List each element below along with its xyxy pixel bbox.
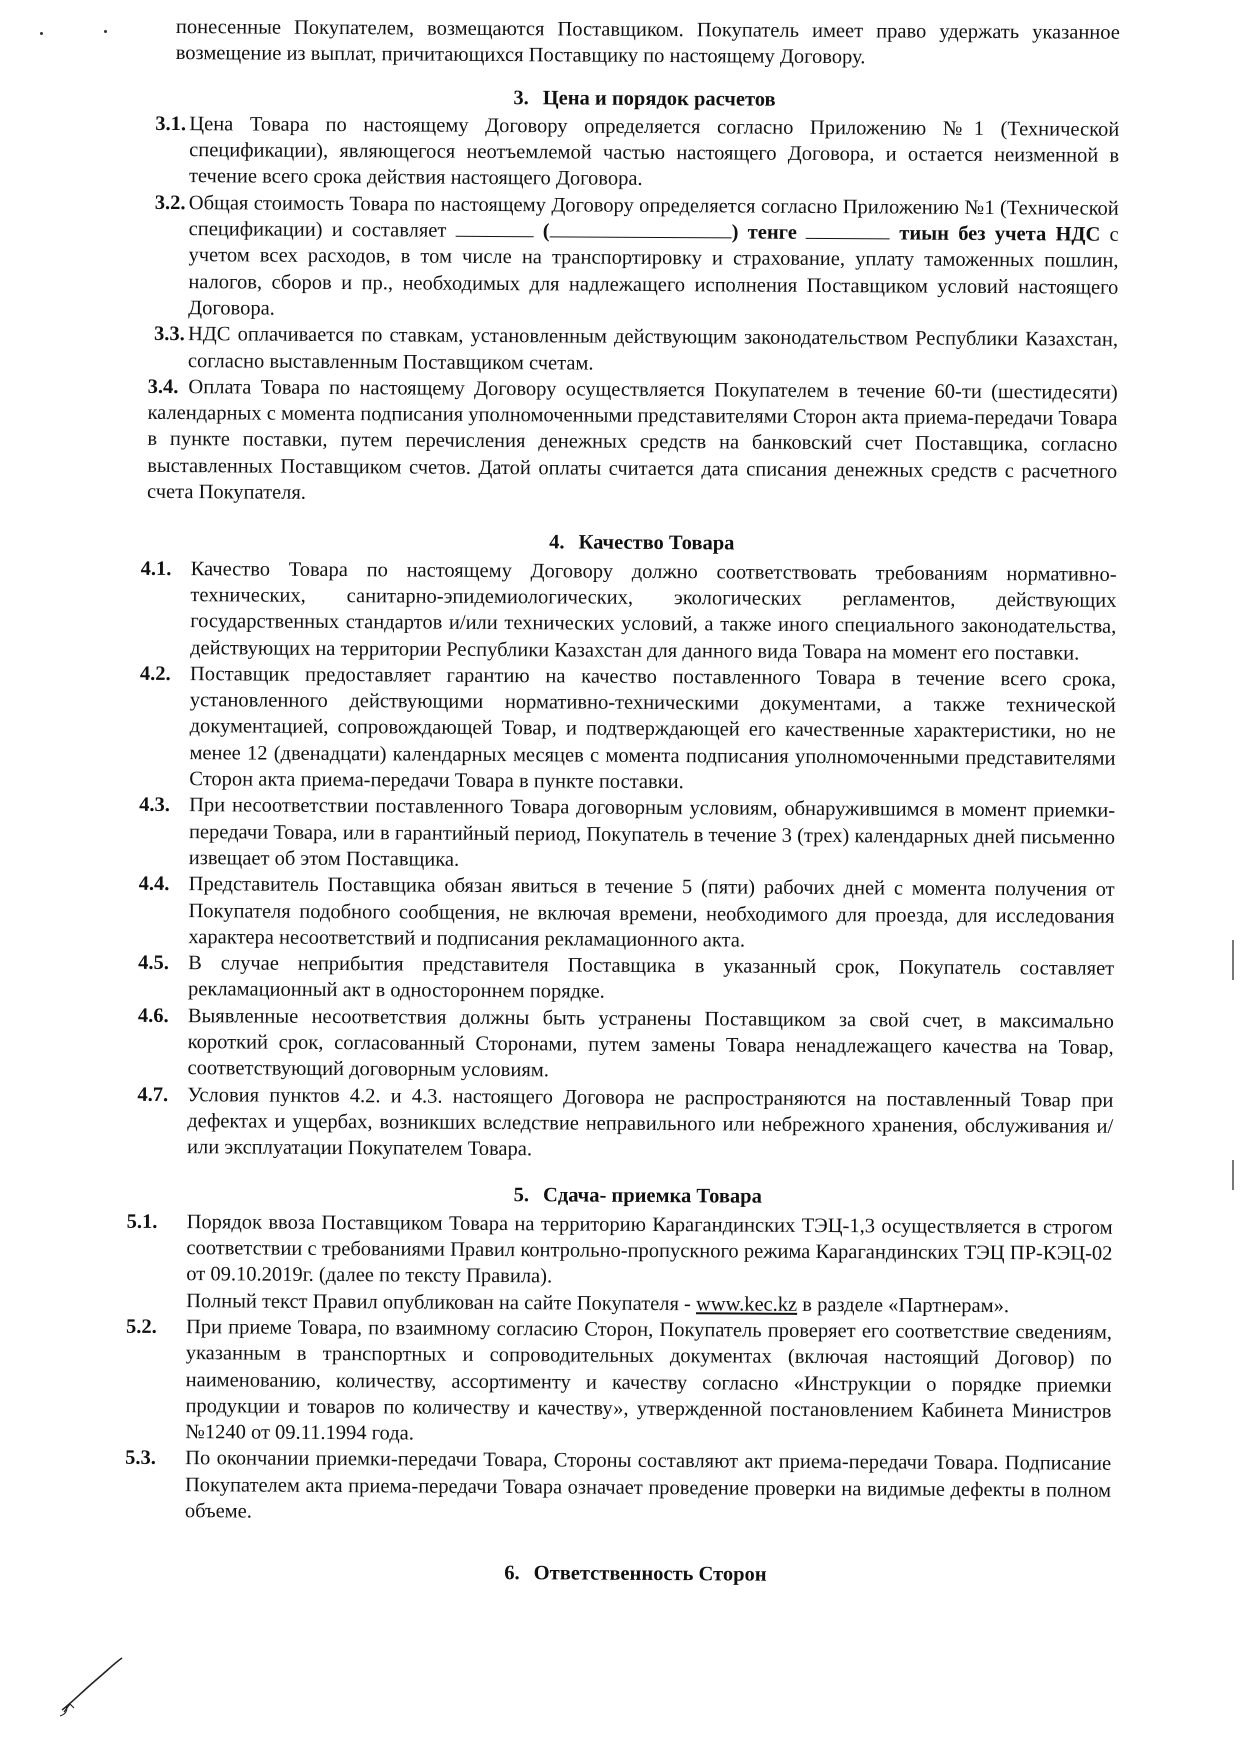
clause-number: 3.1. — [155, 112, 187, 135]
amount-words-blank — [550, 218, 732, 238]
clause-5-3 — [125, 1445, 1112, 1530]
website-link[interactable]: www.kec.kz — [695, 1292, 798, 1316]
section-3-heading — [169, 83, 1119, 115]
clause-text: НДС оплачивается по ставкам, установленным действующим законодательством Республики Казахстан, согласно выставленным Поставщиком счетам. — [187, 323, 1119, 375]
clause-text: В случае неприбытия представителя Поставщика в указанный срок, Покупатель составляет рекламационный акт в одностороннем порядке. — [187, 952, 1115, 1004]
clause-3-2 — [154, 190, 1119, 327]
section-4-heading — [167, 527, 1117, 559]
amount-blank — [456, 218, 534, 237]
clause-text: Оплата Товара по настоящему Договору осуществляется Покупателем в течение 60-ти (шестидесяти) календарных с момента подписания уполномоченными представителями Сторон акта приема-передачи Товара в пункте поставки, путем перечисления денежных средств на банковский счет Поставщика, согласно выставленных Поставщиком счетов. Датой оплаты считается дата списания денежных средств с расчетного счета Покупателя. — [147, 375, 1118, 504]
clause-text: Качество Товара по настоящему Договору должно соответствовать требованиям нормативно-технических, санитарно-эпидемиологических, экологических регламентов, действующих государственных стандартов и/или технических условий, а также иного специального законодательства, действующих на территории Республики Казахстан для данного вида Товара на момент его поставки. — [190, 557, 1117, 665]
clause-text: При приеме Товара, по взаимному согласию Сторон, Покупатель проверяет его соответствие сведениям, указанным в транспортных и сопроводительных документах (включая настоящий Договор) по наименованию, количеству, ассортименту и качеству согласно «Инструкции о порядке приемки продукции и товаров по количеству и качеству», утвержденной постановлением Кабинета Министров №1240 от 09.11.1994 года. — [185, 1316, 1113, 1445]
clause-text: Общая стоимость Товара по настоящему Договору определяется согласно Приложению №1 (Технической спецификации) и составляет — [188, 191, 1119, 242]
section-title: Цена и порядок расчетов — [542, 86, 776, 111]
clause-number: 4.4. — [138, 873, 170, 896]
clause-text: Цена Товара по настоящему Договору определяется согласно Приложению №1 (Технической спецификации), являющегося неотъемлемой частью настоящего Договора, и остается неизменной в течение всего срока действия настоящего Договора. — [188, 113, 1120, 191]
clause-4-4 — [138, 871, 1115, 956]
tiyn-blank — [806, 220, 890, 240]
signature-icon — [56, 1640, 126, 1720]
clause-number: 3.2. — [154, 191, 186, 214]
clause-3-1 — [155, 111, 1120, 196]
clause-4-5 — [138, 950, 1115, 1008]
clause-number: 5.2. — [125, 1315, 157, 1338]
clause-text: Поставщик предоставляет гарантию на качество поставленного Товара в течение всего срока, установленного действующими нормативно-техническими документами, а также технической документацией, сопровождающей Товар, и подтверждающей его качественные характеристики, но не менее 12 (двенадцати) календарных месяцев с момента подписания уполномоченными представителями Сторон акта приема-передачи Товара в пункте поставки. — [189, 662, 1117, 794]
section-number: 3. — [513, 86, 529, 109]
section-number: 5. — [513, 1184, 530, 1207]
clause-text: По окончании приемки-передачи Товара, Стороны составляют акт приема-передачи Товара. Подписание Покупателем акта приема-передачи Товара означает проведение проверки на видимые дефекты в полном объеме. — [184, 1447, 1112, 1523]
clause-number: 4.6. — [137, 1004, 169, 1027]
clause-4-2 — [139, 661, 1117, 798]
scan-edge-mark — [1232, 1160, 1234, 1190]
scan-speck — [40, 32, 43, 35]
intro-paragraph: понесенные Покупателем, возмещаются Поставщиком. Покупатель имеет право удержать указанное возмещение из выплат, причитающихся Поставщику по настоящему Договору. — [175, 16, 1120, 69]
clause-number: 4.5. — [138, 951, 170, 975]
clause-4-3 — [139, 792, 1116, 877]
clause-number: 4.7. — [137, 1083, 169, 1106]
paren-close: ) — [731, 221, 739, 244]
section-title: Качество Товара — [578, 531, 735, 555]
section-6-heading — [160, 1558, 1110, 1590]
clause-3-3 — [153, 321, 1119, 379]
clause-number: 5.3. — [125, 1447, 156, 1470]
currency-label: тенге — [747, 221, 797, 244]
clause-text-cont: с учетом всех расходов, в том числе на транспортировку и страхование, уплату таможенных пошлин, налогов, сборов и пр., необходимых для надлежащего исполнения Поставщиком условий настоящего Договора. — [188, 223, 1119, 320]
clause-3-4 — [147, 374, 1118, 511]
clause-number: 4.2. — [139, 662, 171, 685]
clause-text: Выявленные несоответствия должны быть устранены Поставщиком за свой счет, в максимально короткий срок, согласованный Сторонами, путем замены Товара ненадлежащего качества на Товар, соответствующий договорным условиям. — [187, 1004, 1114, 1082]
vat-note: тиын без учета НДС — [899, 222, 1101, 246]
paren-open: ( — [542, 220, 550, 243]
clause-number: 3.4. — [147, 375, 179, 398]
clause-text: Полный текст Правил опубликован на сайте Покупателя - — [186, 1289, 691, 1315]
clause-text: Порядок ввоза Поставщиком Товара на территорию Карагандинских ТЭЦ-1,3 осуществляется в строгом соответствии с требованиями Правил контрольно-пропускного режима Карагандинских ТЭЦ ПР-КЭЦ-02 от 09.10.2019г. (далее по тексту Правила). — [186, 1210, 1113, 1288]
clause-number: 4.1. — [140, 557, 172, 580]
clause-4-1 — [140, 556, 1117, 667]
clause-number: 3.3. — [153, 323, 185, 346]
clause-5-1 — [126, 1209, 1113, 1320]
section-number: 6. — [504, 1562, 520, 1585]
clause-4-7 — [137, 1082, 1114, 1167]
clause-text: Представитель Поставщика обязан явиться в течение 5 (пяти) рабочих дней с момента получения от Покупателя подобного сообщения, не включая времени, необходимого для проезда, для исследования характера несоответствий и подписания рекламационного акта. — [188, 873, 1115, 952]
clause-number: 5.1. — [126, 1210, 158, 1233]
section-title: Ответственность Сторон — [533, 1562, 767, 1587]
clause-text: в разделе «Партнерам». — [802, 1293, 1010, 1317]
clause-4-6 — [137, 1003, 1114, 1088]
section-5-heading — [163, 1180, 1113, 1212]
clause-text: Условия пунктов 4.2. и 4.3. настоящего Договора не распространяются на поставленный Товар при дефектах и ущербах, возникших вследствие неправильного или небрежного хранения, обслуживания и/или эксплуатации Покупателем Товара. — [187, 1083, 1114, 1161]
clause-5-2 — [125, 1314, 1113, 1451]
section-title: Сдача- приемка Товара — [543, 1184, 762, 1209]
clause-number: 4.3. — [139, 794, 170, 817]
scan-edge-mark — [1232, 940, 1234, 980]
section-number: 4. — [549, 531, 565, 554]
clause-text: При несоответствии поставленного Товара договорным условиям, обнаружившимся в момент приемки-передачи Товара, или в гарантийный период, Покупатель в течение 3 (трех) календарных дней письменно извещает об этом Поставщика. — [188, 794, 1116, 871]
scan-speck — [104, 30, 107, 33]
document-body — [125, 14, 1120, 1592]
